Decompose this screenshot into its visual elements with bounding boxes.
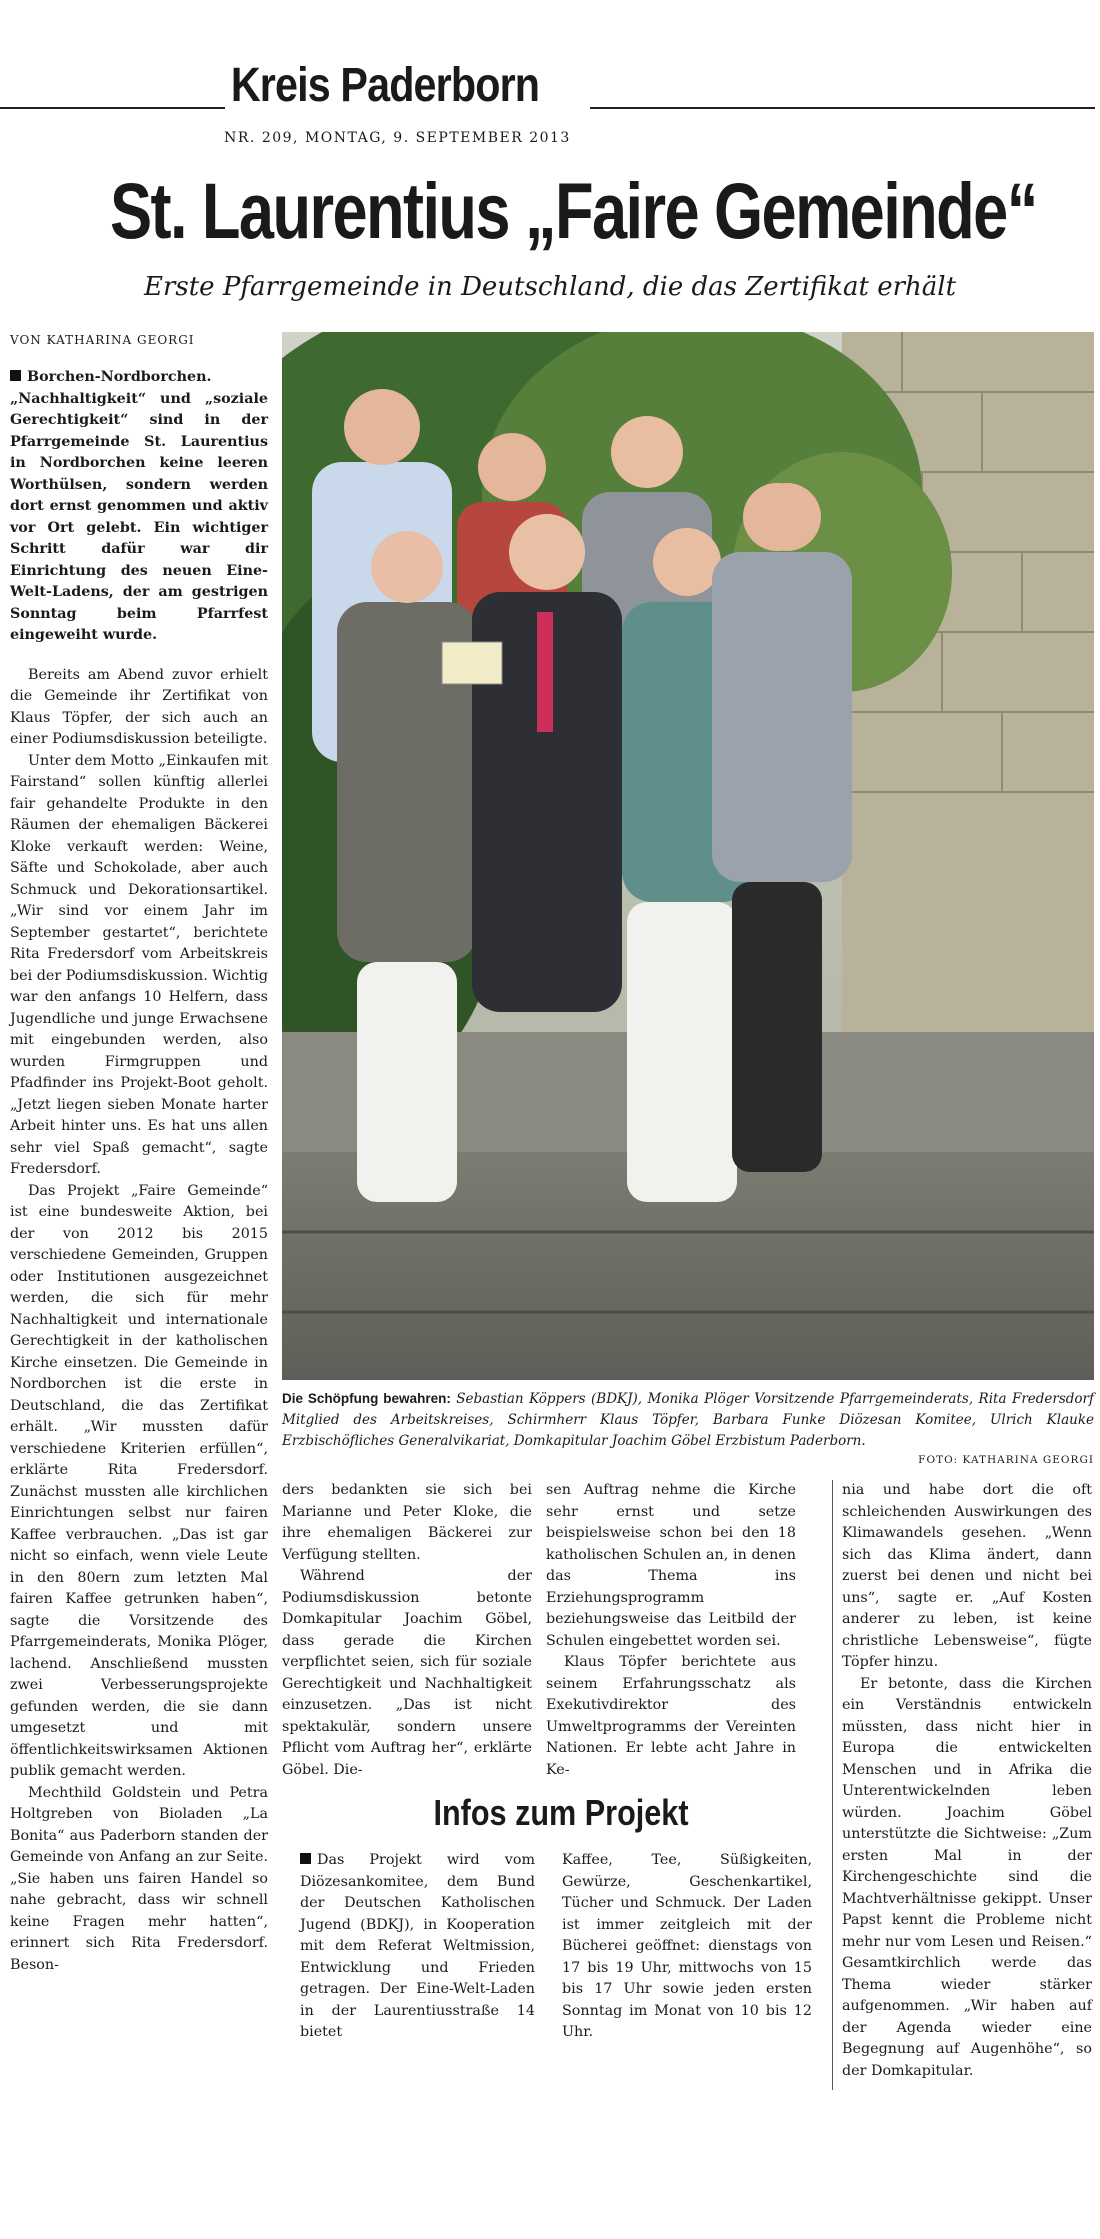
infobox-paragraph: Das Projekt wird vom Diözesankomitee, dem Bund der Deutschen Katholischen Jugend (BDKJ), in Kooperation mit dem Referat Weltmission, Entwicklung und Frieden getragen. Der Eine-Welt-Laden in der Laurentiusstraße 14 bietet bbox=[300, 1852, 535, 2040]
caption-text: Sebastian Köppers (BDKJ), Monika Plöger Vorsitzende Pfarrgemeinderats, Rita Fredersdorf Mitglied des Arbeitskreises, Schirmherr Klaus Töpfer, Barbara Funke Diözesan Komitee, Ulrich Klauke Erzbischöfliches Generalvikariat, Domkapitular Joachim Göbel Erzbistum Paderborn. bbox=[282, 1391, 1095, 1449]
group-photo-image bbox=[282, 332, 1094, 1380]
paragraph: Klaus Töpfer berichtete aus seinem Erfahrungsschatz als Exekutivdirektor des Umweltprogramms der Vereinten Nationen. Er lebte acht Jahre in Ke- bbox=[546, 1654, 796, 1778]
paragraph: Während der Podiumsdiskussion betonte Domkapitular Joachim Göbel, dass gerade die Kirchen verpflichtet seien, sich für soziale Gerechtigkeit und Nachhaltigkeit einzusetzen. „Das ist nicht spektakulär, sondern unsere Pflicht vom Auftrag her“, erklärte Göbel. Die- bbox=[282, 1568, 532, 1778]
dateline: NR. 209, MONTAG, 9. SEPTEMBER 2013 bbox=[224, 130, 571, 146]
paragraph-marker-icon bbox=[300, 1853, 311, 1864]
paragraph: Er betonte, dass die Kirchen ein Verständnis entwickeln müssten, dass nicht hier in Europa die entwickelten Menschen und in Afrika die Unterentwickelnden leben würden. Joachim Göbel unterstützte die Sichtweise: „Zum ersten Mal in der Kirchengeschichte sind die Machtverhältnisse gekippt. Unser Papst kennt die Probleme nicht mehr nur vom Lesen und Reisen.“ Gesamtkirchlich werde das Thema wieder stärker aufgenommen. „Wir haben auf der Agenda wieder eine Begegnung auf Augenhöhe“, so der Domkapitular. bbox=[842, 1675, 1092, 2079]
paragraph: ders bedankten sie sich bei Marianne und Peter Kloke, die ihre ehemaligen Bäckerei zur Verfügung stellten. bbox=[282, 1482, 532, 1563]
headline: St. Laurentius „Faire Gemeinde“ bbox=[110, 166, 1037, 255]
lead-paragraph: Borchen-Nordborchen. „Nachhaltigkeit“ und „soziale Gerechtigkeit“ sind in der Pfarrgemeinde St. Laurentius in Nordborchen keine leeren Worthülsen, sondern werden dort ernst genommen und aktiv vor Ort gelebt. Ein wichtiger Schritt dafür war dir Einrichtung des neuen Eine-Welt-Ladens, der am gestrigen Sonntag beim Pfarrfest eingeweiht wurde. bbox=[10, 369, 268, 643]
infobox-paragraph: Kaffee, Tee, Süßigkeiten, Gewürze, Geschenkartikel, Tücher und Schmuck. Der Laden ist immer zeitgleich mit der Bücherei geöffnet: dienstags von 17 bis 19 Uhr, mittwochs von 15 bis 17 Uhr sowie jeden ersten Sonntag im Monat von 10 bis 12 Uhr. bbox=[562, 1852, 812, 2040]
paragraph-marker-icon bbox=[10, 370, 21, 381]
column-divider bbox=[832, 1480, 833, 2090]
infobox-column-2 bbox=[562, 1850, 812, 2044]
photo-caption bbox=[282, 1388, 1094, 1452]
paragraph: Bereits am Abend zuvor erhielt die Gemeinde ihr Zertifikat von Klaus Töpfer, der sich auch an einer Podiumsdiskussion beteiligte. bbox=[10, 666, 268, 747]
caption-lead: Die Schöpfung bewahren: bbox=[282, 1391, 451, 1406]
paragraph: nia und habe dort die oft schleichenden Auswirkungen des Klimawandels gesehen. „Wenn sich das Klima ändert, dann zuerst bei denen und nicht bei uns“, sagte er. „Auf Kosten anderer zu leben, ist keine christliche Lebensweise“, fügte Töpfer hinzu. bbox=[842, 1482, 1092, 1670]
article-photo bbox=[282, 332, 1094, 1380]
article-column-3 bbox=[546, 1480, 796, 1781]
byline: VON KATHARINA GEORGI bbox=[10, 333, 195, 347]
paragraph: Unter dem Motto „Einkaufen mit Fairstand“ sollen künftig allerlei fair gehandelte Produkte in den Räumen der ehemaligen Bäckerei Kloke verkauft werden: Weine, Säfte und Schokolade, aber auch Schmuck und Dekorationsartikel. „Wir sind vor einem Jahr im September gestartet“, berichtete Rita Fredersdorf vom Arbeitskreis bei der Podiumsdiskussion. Wichtig war den anfangs 10 Helfern, dass Jugendliche und junge Erwachsene mit eingebunden werden, also wurden Firmgruppen und Pfadfinder ins Projekt-Boot geholt. „Jetzt liegen sieben Monate harter Arbeit hinter uns. Es hat uns allen sehr viel Spaß gemacht“, sagte Fredersdorf. bbox=[10, 752, 268, 1177]
infobox-column-1 bbox=[300, 1850, 535, 2044]
article-column-1 bbox=[10, 367, 268, 1976]
section-title: Kreis Paderborn bbox=[230, 59, 540, 112]
infobox-title: Infos zum Projekt bbox=[433, 1792, 689, 1833]
paragraph: Das Projekt „Faire Gemeinde“ ist eine bundesweite Aktion, bei der von 2012 bis 2015 verschiedene Gemeinden, Gruppen oder Institutionen ausgezeichnet werden, die sich für mehr Nachhaltigkeit und internationale Gerechtigkeit in der katholischen Kirche einsetzen. Die Gemeinde in Nordborchen ist die erste in Deutschland, die das Zertifikat erhält. „Wir mussten dafür verschiedene Kriterien erfüllen“, erklärte Rita Fredersdorf. Zunächst mussten alle kirchlichen Einrichtungen selbst nur fairen Kaffee verbrauchen. „Das ist gar nicht so einfach, wenn viele Leute in den 80ern zum letzten Mal fairen Kaffee getrunken haben“, sagte die Vorsitzende des Pfarrgemeinderats, Monika Plöger, lachend. Anschließend mussten zwei Verbesserungsprojekte gefunden werden, die sie dann umgesetzt und mit öffentlichkeitswirksamen Aktionen publik gemacht werden. bbox=[10, 1182, 268, 1779]
article-column-2 bbox=[282, 1480, 532, 1781]
photo-credit: FOTO: KATHARINA GEORGI bbox=[918, 1454, 1094, 1466]
article-column-4 bbox=[842, 1480, 1092, 2082]
subheadline: Erste Pfarrgemeinde in Deutschland, die das Zertifikat erhält bbox=[143, 272, 957, 302]
paragraph: sen Auftrag nehme die Kirche sehr ernst und setze beispielsweise schon bei den 18 katholischen Schulen an, in denen das Thema ins Erziehungsprogramm beziehungsweise das Leitbild der Schulen eingebettet worden sei. bbox=[546, 1482, 796, 1649]
paragraph: Mechthild Goldstein und Petra Holtgreben von Bioladen „La Bonita“ aus Paderborn standen der Gemeinde von Anfang an zur Seite. „Sie haben uns fairen Handel so nahe gebracht, dass wir schnell keine Fragen mehr hatten“, erinnert sich Rita Fredersdorf. Beson- bbox=[10, 1784, 268, 1973]
